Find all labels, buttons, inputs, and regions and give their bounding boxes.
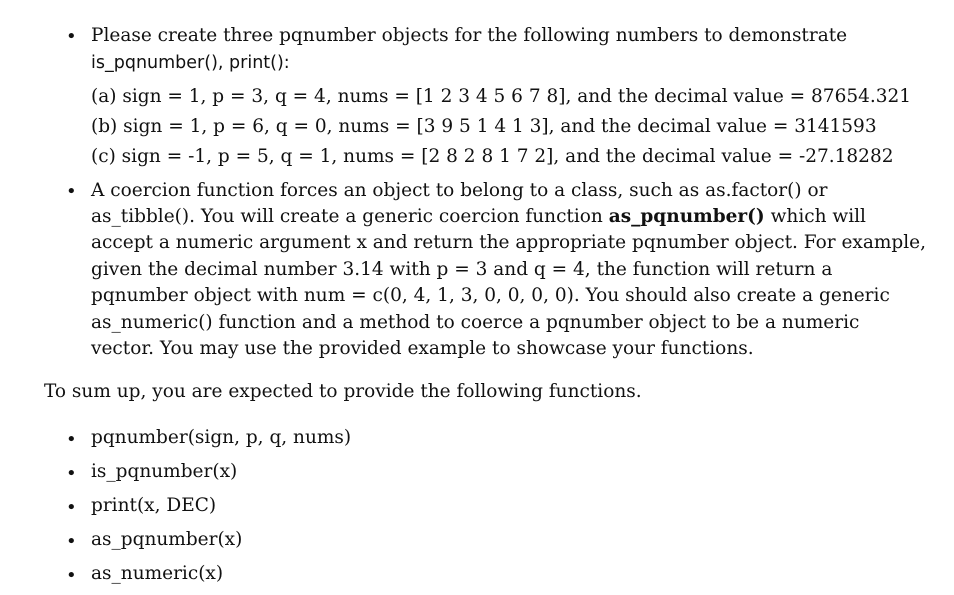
bullet-marker: • (66, 497, 77, 518)
function-list-item: as_numeric(x) (91, 563, 224, 584)
function-list-item: print(x, DEC) (91, 495, 217, 516)
bullet-marker: • (66, 26, 77, 47)
bullet-marker: • (66, 181, 77, 202)
item1-subitem-c: (c) sign = -1, p = 5, q = 1, nums = [2 8 2 8 1 7 2], and the decimal value = -27.18282 (91, 146, 894, 167)
item1-intro-line1: Please create three pqnumber objects for the following numbers to demonstrate (91, 25, 848, 46)
item1-intro-line2: is_pqnumber(), print(): (91, 53, 290, 73)
bullet-marker: • (66, 565, 77, 586)
item2-line6: as_numeric() function and a method to coerce a pqnumber object to be a numeric (91, 312, 860, 333)
item2-line5: pqnumber object with num = c(0, 4, 1, 3, 0, 0, 0, 0). You should also create a generic (91, 285, 890, 306)
as-pqnumber-function-name: as_pqnumber() (608, 206, 765, 227)
bullet-marker: • (66, 429, 77, 450)
summary-paragraph: To sum up, you are expected to provide the following functions. (44, 381, 642, 402)
item2-line2-pre: as_tibble(). You will create a generic coercion function (91, 206, 609, 227)
item1-subitem-a: (a) sign = 1, p = 3, q = 4, nums = [1 2 3 4 5 6 7 8], and the decimal value = 87654.321 (91, 86, 912, 107)
item2-line7: vector. You may use the provided example to showcase your functions. (91, 338, 754, 359)
item2-line3: accept a numeric argument x and return the appropriate pqnumber object. For example, (91, 232, 926, 253)
function-list-item: as_pqnumber(x) (91, 529, 243, 550)
function-list-item: is_pqnumber(x) (91, 461, 238, 482)
item2-line1: A coercion function forces an object to belong to a class, such as as.factor() or (91, 180, 828, 201)
item1-subitem-b: (b) sign = 1, p = 6, q = 0, nums = [3 9 5 1 4 1 3], and the decimal value = 3141593 (91, 116, 877, 137)
item2-line4: given the decimal number 3.14 with p = 3 and q = 4, the function will return a (91, 259, 833, 280)
function-list-item: pqnumber(sign, p, q, nums) (91, 427, 352, 448)
bullet-marker: • (66, 531, 77, 552)
item2-line2 (91, 206, 866, 228)
item2-line2-post: which will (764, 206, 866, 227)
bullet-marker: • (66, 463, 77, 484)
